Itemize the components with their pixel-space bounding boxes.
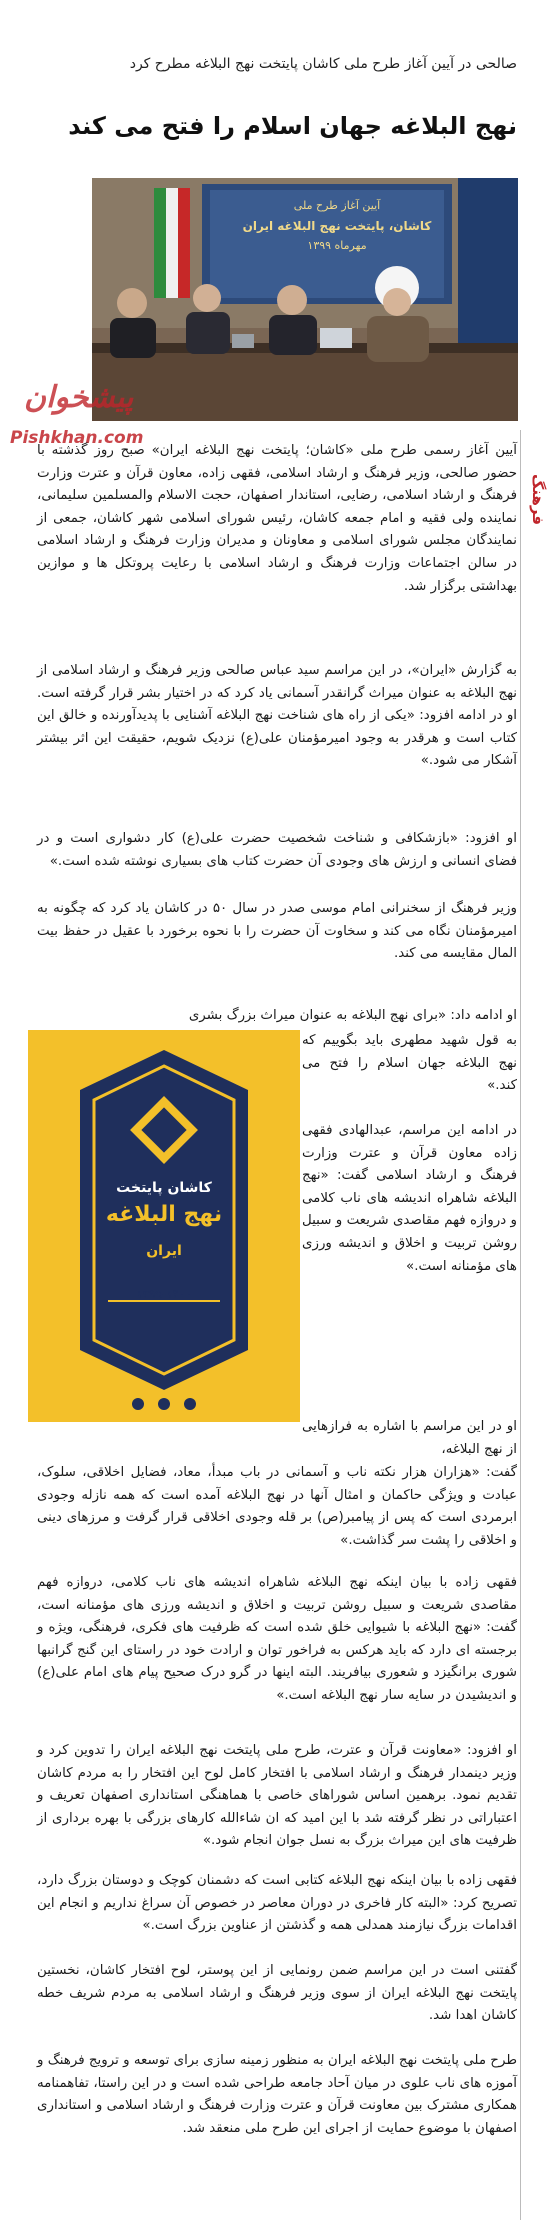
paragraph: فقهی زاده با بیان اینکه نهج البلاغه کتابی است که دشمنان کوچک و دوستان بزرگ دارد، تصریح کرد: «البته کار فاخری در دوران معاصر در خصوص آن سراغ نداریم و انجام این اقدامات بزرگ نیازمند همدلی همه و گذشتن از عناوین بزرگ است.»: [37, 1873, 517, 1934]
logo-line1: کاشان پایتخت: [116, 1180, 212, 1196]
paragraph: او ادامه داد: «برای نهج البلاغه به عنوان میراث بزرگ بشری: [188, 1008, 517, 1023]
photo-banner-line: مهرماه ۱۳۹۹: [307, 239, 367, 252]
article-kicker: صالحی در آیین آغاز طرح ملی کاشان پایتخت نهج البلاغه مطرح کرد: [129, 56, 517, 72]
paragraph: وزیر فرهنگ از سخنرانی امام موسی صدر در سال ۵۰ در کاشان یاد کرد که چگونه به امیرمؤمنان نگاه می کند و سخاوت آن حضرت را با نحوه برخورد با عقیل در حفظ بیت المال مقایسه می کند.: [37, 901, 517, 962]
paragraph-narrow: در ادامه این مراسم، عبدالهادی فقهی زاده معاون قرآن و عترت وزارت فرهنگ و ارشاد اسلامی گفت: «نهج البلاغه شاهراه اندیشه های ناب کلامی و دروازه فهم مقاصدی شریعت و سبیل روشن تربیت و اخلاق و اندیشه ورزی های مؤمنانه است.»: [302, 1123, 517, 1274]
paragraph: به گزارش «ایران»، در این مراسم سید عباس صالحی وزیر فرهنگ و ارشاد اسلامی از نهج البلاغه به عنوان میراث گرانقدر آسمانی یاد کرد که در اختیار بشر قرار گرفته است. او در ادامه افزود: «یکی از راه های شناخت نهج البلاغه آشنایی با پدیدآورنده و خالق این کتاب است و هرقدر به وجود امیرمؤمنان علی(ع) نزدیک شویم، حقیقت این اثر بیشتر آشکار می شود.»: [37, 663, 517, 769]
paragraph-narrow: به قول شهید مطهری باید بگوییم که نهج البلاغه جهان اسلام را فتح می کند.»: [302, 1033, 517, 1094]
logo-year: ۱۳۹۹-۱۴۰۰: [136, 1287, 192, 1301]
column-rule: [520, 430, 521, 2220]
paragraph: گفتنی است در این مراسم ضمن رونمایی از این پوستر، لوح افتخار کاشان، نخستین پایتخت نهج البلاغه ایران از سوی وزیر فرهنگ و ارشاد اسلامی به مردم شریف خطه کاشان اهدا شد.: [37, 1963, 517, 2024]
event-photo: [92, 178, 518, 421]
paragraph: طرح ملی پایتخت نهج البلاغه ایران به منظور زمینه سازی برای توسعه و ترویج فرهنگ و آموزه های ناب علوی در میان آحاد جامعه طراحی شده است و در این راستا، تفاهمنامه همکاری مشترک بین معاونت قرآن و عترت وزارت فرهنگ و ارشاد اسلامی و استانداری اصفهان با موضوع حمایت از اجرای این طرح ملی منعقد شد.: [37, 2053, 517, 2136]
photo-banner-line: کاشان، پایتخت نهج البلاغه ایران: [242, 219, 432, 233]
photo-banner-line: آیین آغاز طرح ملی: [293, 199, 381, 212]
logo-line3: ایران: [146, 1243, 182, 1259]
paragraph: آیین آغاز رسمی طرح ملی «کاشان؛ پایتخت نهج البلاغه ایران» صبح روز گذشته با حضور صالحی، وزیر فرهنگ و ارشاد اسلامی، فقهی زاده، معاون قرآن و عترت وزارت فرهنگ و ارشاد اسلامی، رضایی، استاندار اصفهان، حجت الاسلام والمسلمین سلیمانی، نماینده ولی فقیه و امام جمعه کاشان، رئیس شورای اسلامی شهر کاشان، جمعی از نمایندگان مجلس شورای اسلامی و معاونان و مدیران وزارت فرهنگ و ارشاد اسلامی در سالن اجتماعات وزارت فرهنگ و ارشاد اسلامی با رعایت پروتکل ها و موازین بهداشتی برگزار شد.: [37, 443, 517, 594]
logo-line2: نهج البلاغه: [105, 1202, 223, 1227]
article-headline: نهج البلاغه جهان اسلام را فتح می کند: [68, 112, 517, 140]
capital-logo-poster: [28, 1030, 300, 1422]
section-label: فرهنگ: [529, 474, 547, 526]
watermark-en: Pishkhan.com: [10, 428, 144, 448]
paragraph: او افزود: «بازشکافی و شناخت شخصیت حضرت علی(ع) کار دشواری است و در فضای انسانی و ارزش های وجودی آن حضرت کتاب های بسیاری نوشته شده است.»: [37, 831, 517, 869]
paragraph: فقهی زاده با بیان اینکه نهج البلاغه شاهراه اندیشه های ناب کلامی، دروازه فهم مقاصدی شریعت و سبیل روشن تربیت و اخلاق و اندیشه ورزی های مؤمنانه است، گفت: «نهج البلاغه با شیوایی خلق شده است که ظرفیت های فکری، فرهنگی، ویژه و برجسته ای دارد که باید هرکس به فراخور توان و ارادت خود در راستای این گنج گرانبها شوری برانگیزد و شعوری بیافریند. البته اینها در گرو درک صحیح پیام های امام علی(ع) و اندیشیدن در سایه سار نهج البلاغه است.»: [37, 1575, 517, 1703]
paragraph: گفت: «هزاران هزار نکته ناب و آسمانی در باب مبدأ، معاد، فضایل اخلاقی، سلوک، عبادت و ویژگی حاکمان و امثال آنها در نهج البلاغه آمده است که همه نازله وجودی ابرمردی است که پس از پیامبر(ص) بر قله وجودی اخلاقی قرار گرفت و مرزهای دینی و اخلاقی را پشت سر گذاشت.»: [37, 1465, 517, 1548]
paragraph: او افزود: «معاونت قرآن و عترت، طرح ملی پایتخت نهج البلاغه ایران را تدوین کرد و وزیر دینمدار فرهنگ و ارشاد اسلامی با افتخار کامل لوح این افتخار را به مردم کاشان تقدیم نمود. برهمین اساس شوراهای خاصی با هماهنگی استانداری اصفهان تعریف و اعتباراتی در نظر گرفته شد با این امید که ان شاءالله کارهای بزرگی با بهره برداری از ظرفیت های این میراث بزرگ به نسل جوان انجام شود.»: [37, 1743, 517, 1849]
paragraph-narrow: او در این مراسم با اشاره به فرازهایی از نهج البلاغه،: [302, 1419, 517, 1457]
watermark-fa: پیشخوان: [24, 380, 134, 415]
